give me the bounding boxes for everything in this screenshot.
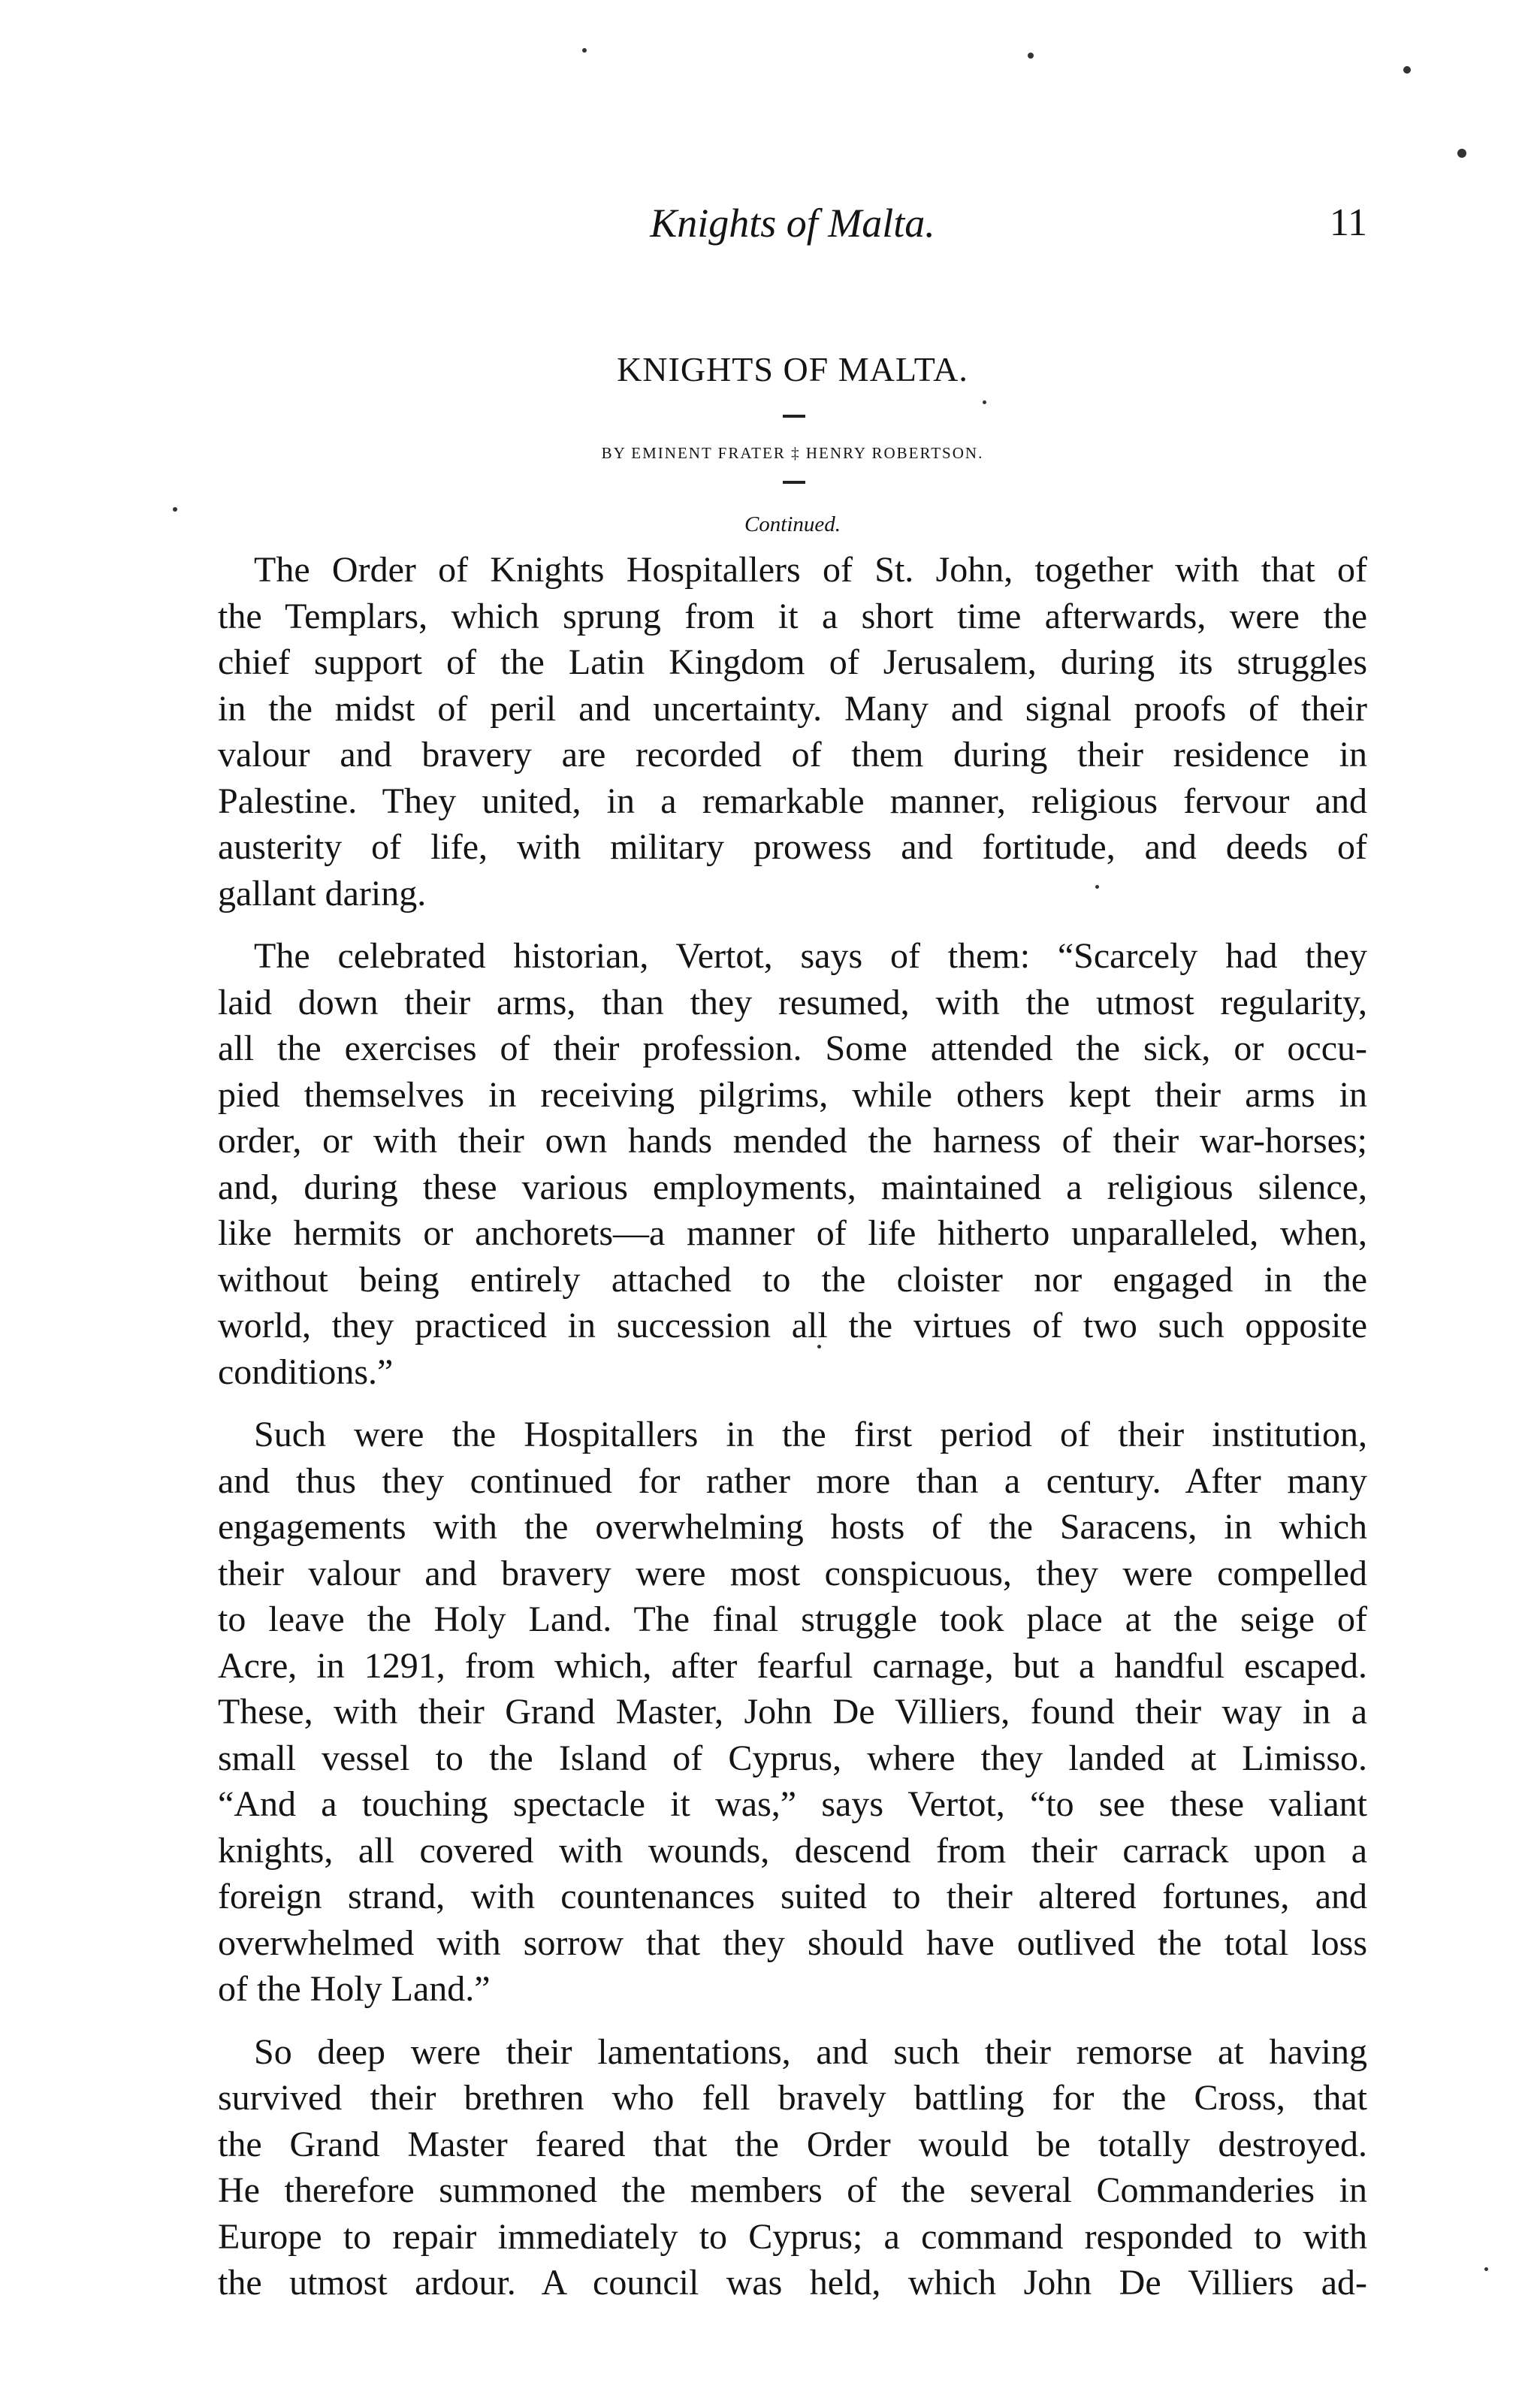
running-head — [218, 197, 1367, 249]
text-line: foreign strand, with countenances suited to their altered fortunes, and — [218, 1877, 1367, 1916]
text-line: without being entirely attached to the cloister nor engaged in the — [218, 1259, 1367, 1300]
text-line: like hermits or anchorets—a manner of life hitherto unparalleled, when, — [218, 1213, 1367, 1253]
print-speck — [1403, 66, 1411, 74]
text-line: their valour and bravery were most conspicuous, they were compelled — [218, 1553, 1367, 1593]
text-line: of the Holy Land.” — [218, 1969, 491, 2009]
byline-rule — [783, 481, 805, 484]
text-line: in the midst of peril and uncertainty. Many and signal proofs of their — [218, 688, 1367, 729]
text-line: The celebrated historian, Vertot, says of them: “Scarcely had they — [254, 936, 1367, 976]
text-line: laid down their arms, than they resumed, with the utmost regularity, — [218, 982, 1367, 1022]
print-speck — [1028, 53, 1034, 59]
text-line: world, they practiced in succession all the virtues of two such opposite — [218, 1306, 1367, 1345]
text-line: the utmost ardour. A council was held, which John De Villiers ad- — [218, 2263, 1367, 2303]
text-line: conditions.” — [218, 1351, 394, 1392]
text-line: gallant daring. — [218, 873, 427, 914]
text-line: Acre, in 1291, from which, after fearful carnage, but a handful escaped. — [218, 1645, 1367, 1686]
text-line: engagements with the overwhelming hosts of the Saracens, in which — [218, 1507, 1367, 1547]
text-line: Palestine. They united, in a remarkable manner, religious fervour and — [218, 781, 1367, 821]
byline: BY EMINENT FRATER ‡ HENRY ROBERTSON. — [601, 444, 984, 462]
paragraph-2 — [218, 933, 1367, 1395]
text-line: small vessel to the Island of Cyprus, where they landed at Limisso. — [218, 1738, 1367, 1778]
text-line: Europe to repair immediately to Cyprus; a command responded to with — [218, 2216, 1367, 2257]
print-speck — [1484, 2267, 1488, 2271]
article-title: KNIGHTS OF MALTA. — [617, 350, 968, 388]
text-line: “And a touching spectacle it was,” says Vertot, “to see these valiant — [218, 1784, 1367, 1824]
text-line: Such were the Hospitallers in the first period of their institution, — [254, 1415, 1367, 1454]
text-line: all the exercises of their profession. Some attended the sick, or occu- — [218, 1028, 1367, 1068]
paragraph-3 — [218, 1412, 1367, 2013]
text-line: The Order of Knights Hospitallers of St. John, together with that of — [254, 550, 1367, 590]
text-line: and, during these various employments, maintained a religious silence, — [218, 1167, 1367, 1207]
text-line: chief support of the Latin Kingdom of Jerusalem, during its struggles — [218, 642, 1367, 682]
text-line: He therefore summoned the members of the several Commanderies in — [218, 2170, 1367, 2210]
print-speck — [173, 507, 177, 512]
paragraph-4 — [218, 2029, 1367, 2306]
text-line: to leave the Holy Land. The final struggle took place at the seige of — [218, 1599, 1367, 1639]
continued-label: Continued. — [744, 512, 841, 536]
text-line: These, with their Grand Master, John De Villiers, found their way in a — [218, 1692, 1367, 1732]
text-line: and thus they continued for rather more than a century. After many — [218, 1460, 1367, 1501]
running-title: Knights of Malta. — [650, 201, 935, 246]
text-line: valour and bravery are recorded of them during their residence in — [218, 735, 1367, 775]
paragraph-gap — [218, 917, 1367, 933]
text-line: knights, all covered with wounds, descend from their carrack upon a — [218, 1830, 1367, 1871]
title-rule — [783, 415, 805, 418]
print-speck — [983, 400, 986, 404]
text-line: austerity of life, with military prowess and fortitude, and deeds of — [218, 827, 1367, 867]
article-body — [218, 547, 1367, 2306]
paragraph-gap — [218, 1395, 1367, 1412]
text-line: overwhelmed with sorrow that they should have outlived the total loss — [218, 1922, 1367, 1963]
text-line: the Grand Master feared that the Order would be totally destroyed. — [218, 2124, 1367, 2164]
page-number: 11 — [1329, 201, 1367, 244]
paragraph-1 — [218, 547, 1367, 917]
text-line: order, or with their own hands mended the harness of their war-horses; — [218, 1121, 1367, 1161]
text-line: survived their brethren who fell bravely battling for the Cross, that — [218, 2078, 1367, 2118]
paragraph-gap — [218, 2013, 1367, 2029]
text-line: pied themselves in receiving pilgrims, while others kept their arms in — [218, 1074, 1367, 1115]
print-speck — [1457, 149, 1466, 158]
text-line: the Templars, which sprung from it a short time afterwards, were the — [218, 596, 1367, 636]
print-speck — [582, 48, 587, 53]
text-line: So deep were their lamentations, and such their remorse at having — [254, 2031, 1367, 2072]
